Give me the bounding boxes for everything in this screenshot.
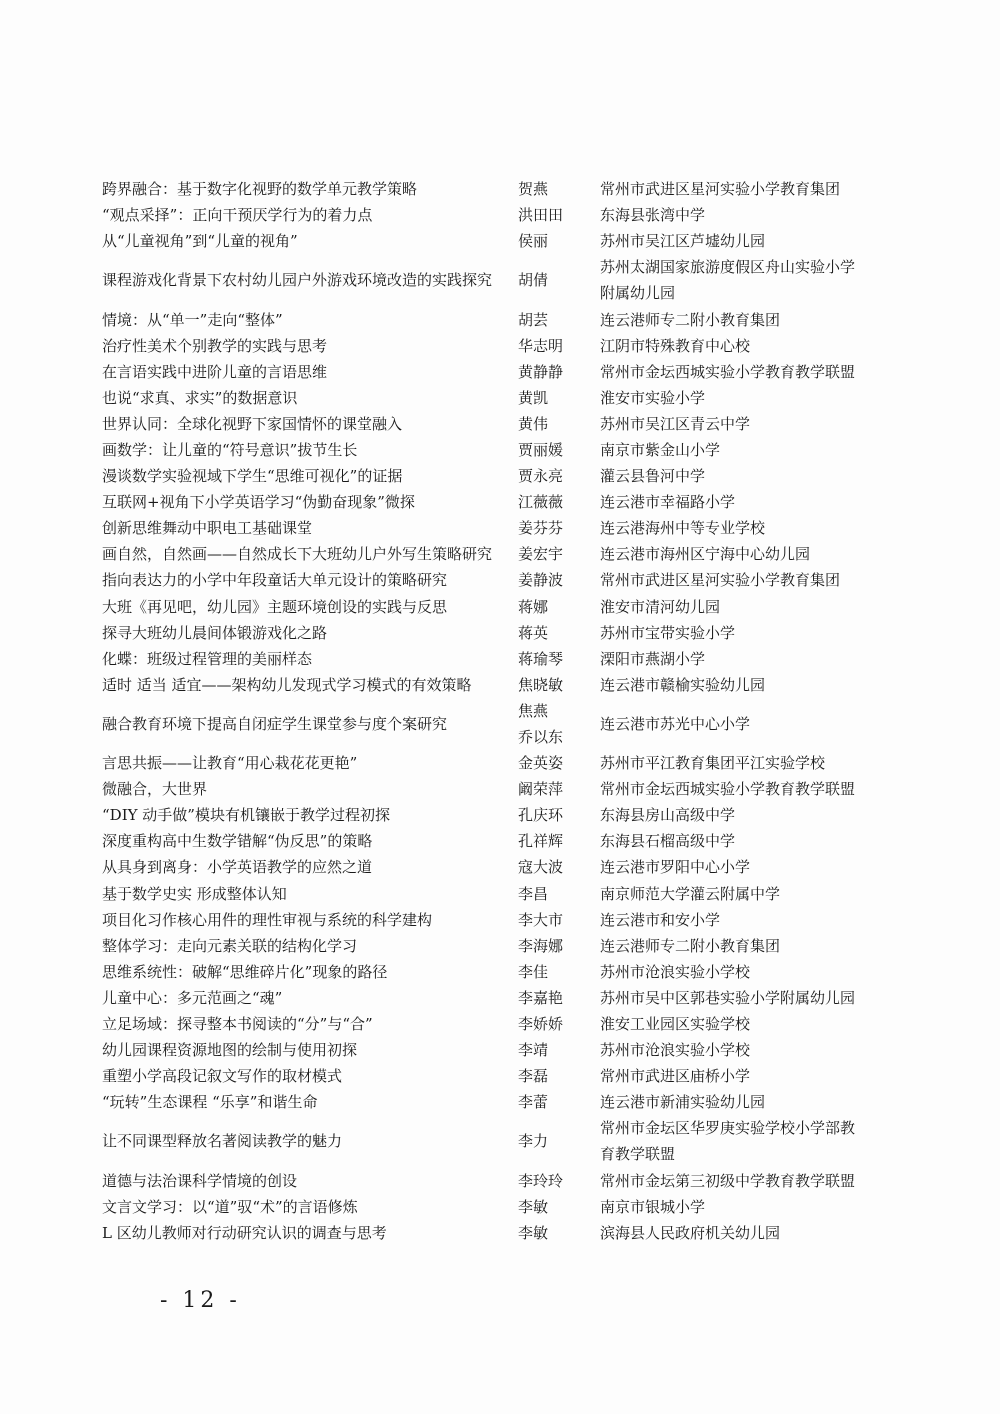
entry-row — [102, 385, 902, 411]
organization-line: 连云港市赣榆实验幼儿园 — [600, 675, 766, 694]
entry-row — [102, 985, 902, 1011]
entry-title: 跨界融合：基于数字化视野的数学单元教学策略 — [102, 180, 418, 199]
entry-row — [102, 1037, 902, 1063]
entry-title: 从“儿童视角”到“儿童的视角” — [102, 232, 298, 251]
entry-organization — [600, 1194, 900, 1220]
entry-title: 治疗性美术个别教学的实践与思考 — [102, 336, 328, 355]
entry-author — [518, 1063, 600, 1089]
entry-title: 文言文学习：以“道”驭“术”的言语修炼 — [102, 1197, 358, 1216]
entry-list — [102, 176, 902, 1246]
entry-title: L 区幼儿教师对行动研究认识的调查与思考 — [102, 1223, 387, 1242]
entry-row — [102, 1115, 902, 1167]
entry-row — [102, 1089, 902, 1115]
organization-line: 淮安市实验小学 — [600, 388, 706, 407]
organization-line: 连云港师专二附小教育集团 — [600, 936, 781, 955]
entry-author — [518, 776, 600, 802]
entry-title: 深度重构高中生数学错解“伪反思”的策略 — [102, 832, 373, 851]
author-name: 姜芬芬 — [518, 519, 564, 538]
author-name: 蒋娜 — [518, 597, 549, 616]
entry-author — [518, 1220, 600, 1246]
organization-line: 苏州市宝带实验小学 — [600, 623, 736, 642]
entry-row — [102, 907, 902, 933]
entry-row — [102, 854, 902, 880]
entry-title: 微融合，大世界 — [102, 780, 208, 799]
entry-organization — [600, 1220, 900, 1246]
entry-organization — [600, 959, 900, 985]
entry-title: 画数学：让儿童的“符号意识”拔节生长 — [102, 440, 358, 459]
entry-row — [102, 881, 902, 907]
entry-row — [102, 567, 902, 593]
entry-row — [102, 750, 902, 776]
entry-organization — [600, 985, 900, 1011]
entry-author — [518, 698, 600, 750]
entry-title: 基于数学史实 形成整体认知 — [102, 884, 287, 903]
entry-author — [518, 854, 600, 880]
entry-row — [102, 202, 902, 228]
author-name: 李力 — [518, 1132, 549, 1151]
entry-title: 课程游戏化背景下农村幼儿园户外游戏环境改造的实践探究 — [102, 271, 493, 290]
entry-row — [102, 411, 902, 437]
entry-row — [102, 359, 902, 385]
entry-organization — [600, 1115, 900, 1167]
organization-line: 东海县石榴高级中学 — [600, 832, 736, 851]
entry-author — [518, 385, 600, 411]
entry-row — [102, 1168, 902, 1194]
author-name: 蒋瑜琴 — [518, 649, 564, 668]
author-name: 华志明 — [518, 336, 564, 355]
entry-title: 创新思维舞动中职电工基础课堂 — [102, 519, 313, 538]
entry-row — [102, 828, 902, 854]
entry-author — [518, 828, 600, 854]
entry-row — [102, 1063, 902, 1089]
entry-title: 从具身到离身：小学英语教学的应然之道 — [102, 858, 373, 877]
organization-line: 南京市银城小学 — [600, 1197, 706, 1216]
organization-line: 滨海县人民政府机关幼儿园 — [600, 1223, 781, 1242]
entry-organization — [600, 672, 900, 698]
organization-line: 常州市武进区星河实验小学教育集团 — [600, 571, 841, 590]
entry-organization — [600, 711, 900, 737]
author-name: 李敏 — [518, 1197, 549, 1216]
organization-line: 溧阳市燕湖小学 — [600, 649, 706, 668]
entry-row — [102, 463, 902, 489]
entry-author — [518, 594, 600, 620]
entry-author — [518, 802, 600, 828]
organization-line: 苏州市沧浪实验小学校 — [600, 962, 751, 981]
author-name: 李娇娇 — [518, 1015, 564, 1034]
entry-title: 漫谈数学实验视域下学生“思维可视化”的证据 — [102, 467, 403, 486]
organization-line: 连云港市海州区宁海中心幼儿园 — [600, 545, 811, 564]
entry-author — [518, 1194, 600, 1220]
entry-row — [102, 620, 902, 646]
entry-title: 也说“求真、求实”的数据意识 — [102, 388, 298, 407]
author-name: 李大市 — [518, 910, 564, 929]
entry-author — [518, 959, 600, 985]
entry-row — [102, 541, 902, 567]
entry-organization — [600, 489, 900, 515]
entry-title: 探寻大班幼儿晨间体锻游戏化之路 — [102, 623, 328, 642]
entry-row — [102, 959, 902, 985]
entry-organization — [600, 515, 900, 541]
entry-title: 互联网+视角下小学英语学习“伪勤奋现象”微探 — [102, 493, 415, 512]
entry-organization — [600, 620, 900, 646]
entry-row — [102, 306, 902, 332]
entry-author — [518, 1011, 600, 1037]
entry-row — [102, 176, 902, 202]
entry-author — [518, 489, 600, 515]
author-name: 姜宏宇 — [518, 545, 564, 564]
entry-author — [518, 333, 600, 359]
entry-author — [518, 437, 600, 463]
author-name: 江薇薇 — [518, 493, 564, 512]
entry-organization — [600, 907, 900, 933]
organization-line: 东海县张湾中学 — [600, 206, 706, 225]
entry-organization — [600, 646, 900, 672]
organization-line: 连云港海州中等专业学校 — [600, 519, 766, 538]
author-name: 贺燕 — [518, 180, 549, 199]
organization-line: 常州市金坛第三初级中学教育教学联盟 — [600, 1171, 856, 1190]
entry-row — [102, 672, 902, 698]
entry-organization — [600, 202, 900, 228]
entry-title: 画自然，自然画——自然成长下大班幼儿户外写生策略研究 — [102, 545, 493, 564]
entry-title: “观点采择”：正向干预厌学行为的着力点 — [102, 206, 373, 225]
author-name: 李海娜 — [518, 936, 564, 955]
entry-organization — [600, 1168, 900, 1194]
entry-author — [518, 907, 600, 933]
author-name: 黄静静 — [518, 362, 564, 381]
entry-organization — [600, 359, 900, 385]
entry-organization — [600, 176, 900, 202]
organization-line: 连云港市新浦实验幼儿园 — [600, 1093, 766, 1112]
author-name: 贾丽媛 — [518, 440, 564, 459]
entry-author — [518, 933, 600, 959]
author-name: 孔庆环 — [518, 806, 564, 825]
organization-line: 连云港市和安小学 — [600, 910, 721, 929]
entry-author — [518, 515, 600, 541]
entry-title: 重塑小学高段记叙文写作的取材模式 — [102, 1067, 343, 1086]
entry-title: 儿童中心：多元范画之“魂” — [102, 988, 283, 1007]
author-name: 李佳 — [518, 962, 549, 981]
author-name: 李玲玲 — [518, 1171, 564, 1190]
author-name: 姜静波 — [518, 571, 564, 590]
entry-title: 情境：从“单一”走向“整体” — [102, 310, 283, 329]
organization-line: 南京市紫金山小学 — [600, 440, 721, 459]
entry-author — [518, 672, 600, 698]
author-name: 李昌 — [518, 884, 549, 903]
entry-author — [518, 1168, 600, 1194]
organization-line: 常州市武进区星河实验小学教育集团 — [600, 180, 841, 199]
author-name: 李蕾 — [518, 1093, 549, 1112]
entry-organization — [600, 1037, 900, 1063]
organization-line: 苏州市沧浪实验小学校 — [600, 1041, 751, 1060]
author-name: 洪田田 — [518, 206, 564, 225]
entry-row — [102, 698, 902, 750]
author-name: 焦晓敏 — [518, 675, 564, 694]
entry-organization — [600, 854, 900, 880]
entry-title: 世界认同：全球化视野下家国情怀的课堂融入 — [102, 414, 403, 433]
entry-row — [102, 594, 902, 620]
entry-row — [102, 228, 902, 254]
organization-line: 淮安工业园区实验学校 — [600, 1015, 751, 1034]
organization-line: 苏州市吴江区芦墟幼儿园 — [600, 232, 766, 251]
organization-line: 灌云县鲁河中学 — [600, 467, 706, 486]
entry-row — [102, 776, 902, 802]
entry-title: 言思共振——让教育“用心栽花花更艳” — [102, 754, 358, 773]
entry-organization — [600, 254, 900, 306]
entry-title: 在言语实践中进阶儿童的言语思维 — [102, 362, 328, 381]
entry-author — [518, 620, 600, 646]
organization-line: 连云港市幸福路小学 — [600, 493, 736, 512]
entry-title: 项目化习作核心用件的理性审视与系统的科学建构 — [102, 910, 433, 929]
entry-author — [518, 463, 600, 489]
entry-row — [102, 646, 902, 672]
entry-row — [102, 254, 902, 306]
entry-author — [518, 1037, 600, 1063]
entry-author — [518, 985, 600, 1011]
entry-author — [518, 567, 600, 593]
author-name: 焦燕 — [518, 701, 549, 720]
entry-organization — [600, 802, 900, 828]
entry-row — [102, 1011, 902, 1037]
entry-row — [102, 802, 902, 828]
organization-line: 淮安市清河幼儿园 — [600, 597, 721, 616]
entry-organization — [600, 881, 900, 907]
author-name: 黄凯 — [518, 388, 549, 407]
entry-organization — [600, 567, 900, 593]
author-name: 黄伟 — [518, 414, 549, 433]
entry-row — [102, 489, 902, 515]
entry-organization — [600, 594, 900, 620]
author-name: 侯丽 — [518, 232, 549, 251]
organization-line: 常州市金坛西城实验小学教育教学联盟 — [600, 780, 856, 799]
entry-organization — [600, 463, 900, 489]
entry-row — [102, 1194, 902, 1220]
organization-line: 常州市金坛西城实验小学教育教学联盟 — [600, 362, 856, 381]
entry-author — [518, 307, 600, 333]
entry-row — [102, 1220, 902, 1246]
entry-title: 融合教育环境下提高自闭症学生课堂参与度个案研究 — [102, 714, 448, 733]
entry-organization — [600, 333, 900, 359]
entry-organization — [600, 1011, 900, 1037]
organization-line: 江阴市特殊教育中心校 — [600, 336, 751, 355]
author-name: 孔祥辉 — [518, 832, 564, 851]
entry-title: “玩转”生态课程 “乐享”和谐生命 — [102, 1093, 318, 1112]
organization-line: 苏州市吴江区青云中学 — [600, 414, 751, 433]
author-name: 寇大波 — [518, 858, 564, 877]
entry-title: 适时 适当 适宜——架构幼儿发现式学习模式的有效策略 — [102, 675, 472, 694]
entry-row — [102, 437, 902, 463]
entry-author — [518, 541, 600, 567]
entry-organization — [600, 828, 900, 854]
entry-organization — [600, 411, 900, 437]
author-name: 李敏 — [518, 1223, 549, 1242]
entry-author — [518, 176, 600, 202]
author-name: 阚荣萍 — [518, 780, 564, 799]
entry-author — [518, 359, 600, 385]
entry-title: 思维系统性：破解“思维碎片化”现象的路径 — [102, 962, 388, 981]
organization-line: 苏州太湖国家旅游度假区舟山实验小学 — [600, 258, 856, 277]
entry-author — [518, 1128, 600, 1154]
entry-organization — [600, 750, 900, 776]
entry-organization — [600, 228, 900, 254]
author-name: 胡倩 — [518, 271, 549, 290]
entry-organization — [600, 437, 900, 463]
author-name: 贾永亮 — [518, 467, 564, 486]
organization-line: 连云港市苏光中心小学 — [600, 714, 751, 733]
organization-line: 东海县房山高级中学 — [600, 806, 736, 825]
organization-line: 连云港师专二附小教育集团 — [600, 310, 781, 329]
entry-author — [518, 750, 600, 776]
organization-line: 苏州市平江教育集团平江实验学校 — [600, 754, 826, 773]
organization-line: 常州市金坛区华罗庚实验学校小学部教 — [600, 1119, 856, 1138]
author-name: 乔以东 — [518, 727, 564, 746]
entry-title: 指向表达力的小学中年段童话大单元设计的策略研究 — [102, 571, 448, 590]
organization-line: 附属幼儿园 — [600, 284, 676, 303]
entry-title: 道德与法治课科学情境的创设 — [102, 1171, 298, 1190]
organization-line: 南京师范大学灌云附属中学 — [600, 884, 781, 903]
entry-author — [518, 202, 600, 228]
entry-author — [518, 646, 600, 672]
entry-title: 立足场域：探寻整本书阅读的“分”与“合” — [102, 1015, 373, 1034]
author-name: 金英姿 — [518, 754, 564, 773]
organization-line: 常州市武进区庙桥小学 — [600, 1067, 751, 1086]
organization-line: 育教学联盟 — [600, 1145, 676, 1164]
entry-title: 让不同课型释放名著阅读教学的魅力 — [102, 1132, 343, 1151]
entry-author — [518, 267, 600, 293]
author-name: 李嘉艳 — [518, 988, 564, 1007]
entry-title: 整体学习：走向元素关联的结构化学习 — [102, 936, 358, 955]
entry-row — [102, 933, 902, 959]
author-name: 胡芸 — [518, 310, 549, 329]
author-name: 蒋英 — [518, 623, 549, 642]
author-name: 李磊 — [518, 1067, 549, 1086]
entry-row — [102, 515, 902, 541]
entry-author — [518, 1089, 600, 1115]
entry-organization — [600, 385, 900, 411]
entry-title: 大班《再见吧，幼儿园》主题环境创设的实践与反思 — [102, 597, 448, 616]
organization-line: 苏州市吴中区郭巷实验小学附属幼儿园 — [600, 988, 856, 1007]
entry-row — [102, 333, 902, 359]
author-name: 李靖 — [518, 1041, 549, 1060]
entry-title: 化蝶：班级过程管理的美丽样态 — [102, 649, 313, 668]
entry-author — [518, 228, 600, 254]
entry-organization — [600, 541, 900, 567]
entry-organization — [600, 1063, 900, 1089]
entry-author — [518, 881, 600, 907]
entry-title: 幼儿园课程资源地图的绘制与使用初探 — [102, 1041, 358, 1060]
entry-title: “DIY 动手做”模块有机镶嵌于教学过程初探 — [102, 806, 390, 825]
entry-organization — [600, 776, 900, 802]
entry-organization — [600, 307, 900, 333]
entry-organization — [600, 933, 900, 959]
page-number: - 12 - — [160, 1288, 241, 1313]
entry-organization — [600, 1089, 900, 1115]
organization-line: 连云港市罗阳中心小学 — [600, 858, 751, 877]
entry-author — [518, 411, 600, 437]
